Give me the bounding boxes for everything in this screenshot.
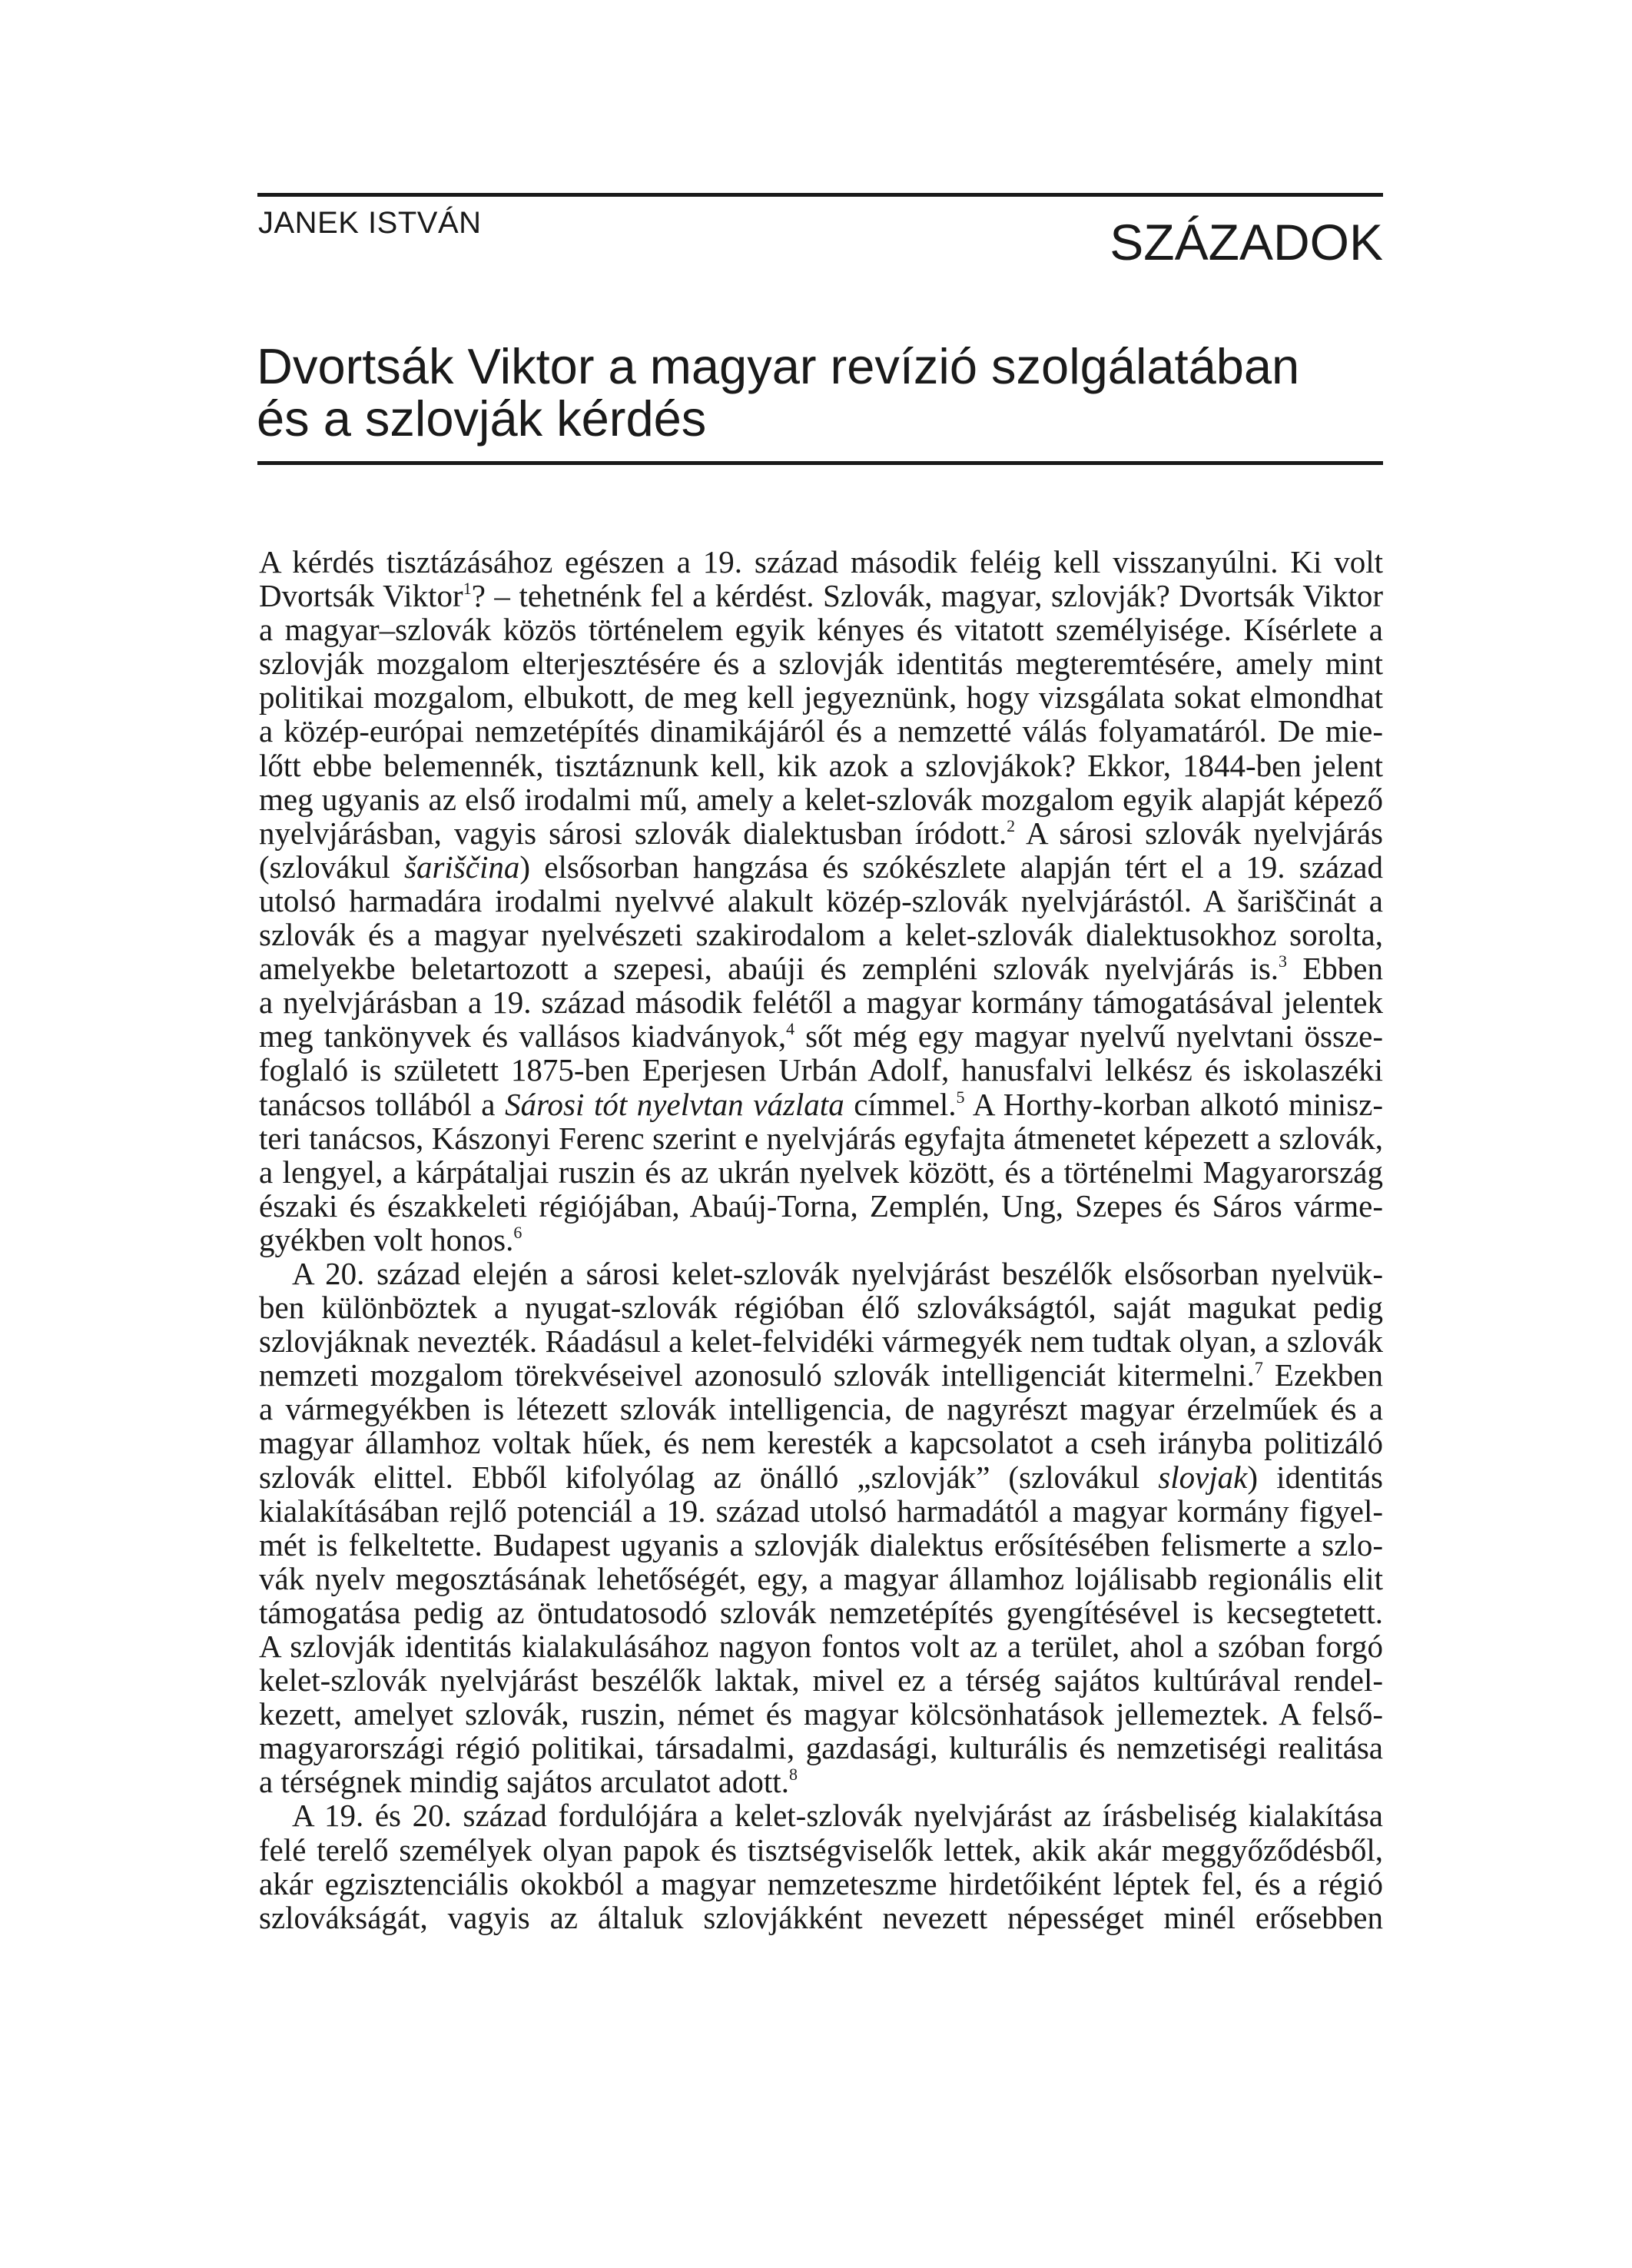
footnote-ref[interactable]: 4	[786, 1019, 795, 1039]
journal-title: SZÁZADOK	[1110, 214, 1383, 271]
paragraph	[259, 1798, 1383, 1934]
footnote-ref[interactable]: 3	[1279, 951, 1288, 971]
text-run: kialakításában rejlő potenciál a 19. század utolsó harmadától a magyar kormány figyel-	[259, 1493, 1383, 1529]
text-line	[259, 1155, 1383, 1189]
text-run: támogatása pedig az öntudatosodó szlovák nemzetépítés gyengítésével is kecsegtetett.	[259, 1594, 1383, 1630]
text-line	[259, 850, 1383, 884]
text-line	[259, 985, 1383, 1019]
text-run: A 19. és 20. század fordulójára a kelet-szlovák nyelvjárást az írásbeliség kialakítása	[292, 1798, 1383, 1834]
text-line	[259, 951, 1383, 985]
text-run: nemzeti mozgalom törekvéseivel azonosuló szlovák intelligenciát kitermelni.	[259, 1357, 1255, 1393]
footnote-ref[interactable]: 6	[513, 1222, 522, 1242]
text-line	[259, 1358, 1383, 1392]
text-run: utolsó harmadára irodalmi nyelvvé alakult közép-szlovák nyelvjárástól. A šariščinát a	[259, 882, 1383, 918]
text-run: meg ugyanis az első irodalmi mű, amely a kelet-szlovák mozgalom egyik alapját képező	[259, 781, 1383, 817]
text-run: a lengyel, a kárpátaljai ruszin és az ukrán nyelvek között, és a történelmi Magyarország	[259, 1154, 1383, 1190]
text-run: lőtt ebbe belemennék, tisztáznunk kell, kik azok a szlovjákok? Ekkor, 1844-ben jelent	[259, 747, 1383, 783]
italic-term: slovjak	[1158, 1459, 1248, 1495]
text-run: magyarországi régió politikai, társadalmi, gazdasági, kulturális és nemzetiségi realitása	[259, 1730, 1383, 1766]
text-line	[259, 1901, 1383, 1934]
text-line	[259, 1189, 1383, 1223]
text-run: a közép-európai nemzetépítés dinamikájáról és a nemzetté válás folyamatáról. De mie-	[259, 713, 1383, 749]
text-run: politikai mozgalom, elbukott, de meg kell jegyeznünk, hogy vizsgálata sokat elmondhat	[259, 679, 1383, 716]
article-title-line: és a szlovják kérdés	[257, 390, 707, 447]
text-run: tanácsos tollából a	[259, 1086, 506, 1122]
text-line	[259, 1494, 1383, 1528]
text-line	[259, 1426, 1383, 1459]
text-run: szlovjáknak nevezték. Ráadásul a kelet-felvidéki vármegyék nem tudtak olyan, a szlovák	[259, 1323, 1383, 1360]
text-run: teri tanácsos, Kászonyi Ferenc szerint e nyelvjárás egyfajta átmenetet képezett a szlovák,	[259, 1120, 1383, 1156]
text-line	[259, 1798, 1383, 1832]
footnote-ref[interactable]: 2	[1007, 815, 1016, 835]
text-run: mét is felkeltette. Budapest ugyanis a szlovják dialektus erősítésében felismerte a szlo-	[259, 1526, 1383, 1562]
text-run: A 20. század elején a sárosi kelet-szlovák nyelvjárást beszélők elsősorban nyelvük-	[292, 1255, 1383, 1291]
footnote-ref[interactable]: 1	[463, 579, 472, 599]
text-run: (szlovákul	[259, 848, 405, 885]
text-run: felé terelő személyek olyan papok és tisztségviselők lettek, akik akár meggyőződésből,	[259, 1831, 1383, 1868]
text-line	[259, 680, 1383, 714]
text-line	[259, 1019, 1383, 1053]
text-run: A sárosi szlovák nyelvjárás	[1015, 815, 1384, 851]
article-title	[257, 340, 1383, 445]
text-run: A Horthy-korban alkotó minisz-	[964, 1086, 1384, 1122]
text-run: szlovják mozgalom elterjesztésére és a szlovják identitás megteremtésére, amely mint	[259, 646, 1383, 682]
text-line	[259, 1867, 1383, 1901]
text-run: a térségnek mindig sajátos arculatot adott.	[259, 1764, 789, 1800]
text-line	[259, 1088, 1383, 1121]
text-line	[259, 1257, 1383, 1290]
text-run: sőt még egy magyar nyelvű nyelvtani össze-	[794, 1018, 1383, 1054]
text-line	[259, 1697, 1383, 1731]
paragraph	[259, 1257, 1383, 1799]
footnote-ref[interactable]: 5	[956, 1087, 965, 1107]
text-line	[259, 884, 1383, 918]
text-run: északi és északkeleti régiójában, Abaúj-Torna, Zemplén, Ung, Szepes és Sáros várme-	[259, 1187, 1383, 1224]
text-line	[259, 1731, 1383, 1765]
text-run: ben különböztek a nyugat-szlovák régióban élő szlovákságtól, saját magukat pedig	[259, 1290, 1383, 1326]
text-run: amelyekbe beletartozott a szepesi, abaúji és zempléni szlovák nyelvjárás is.	[259, 951, 1279, 987]
text-line	[259, 1562, 1383, 1596]
text-line	[259, 1460, 1383, 1494]
text-run: akár egzisztenciális okokból a magyar nemzeteszme hirdetőiként léptek fel, és a régió	[259, 1865, 1383, 1901]
text-line	[259, 1596, 1383, 1629]
text-line	[259, 1290, 1383, 1324]
header-rule-top	[257, 193, 1383, 197]
text-line	[259, 1833, 1383, 1867]
text-line	[259, 816, 1383, 850]
author-name: JANEK ISTVÁN	[258, 206, 482, 240]
text-line	[259, 1629, 1383, 1663]
text-run: vák nyelv megosztásának lehetőségét, egy, a magyar államhoz lojálisabb regionális elit	[259, 1560, 1383, 1596]
text-line	[259, 579, 1383, 613]
text-line	[259, 782, 1383, 816]
text-run: gyékben volt honos.	[259, 1221, 514, 1257]
text-line	[259, 1528, 1383, 1562]
text-run: kelet-szlovák nyelvjárást beszélők laktak, mivel ez a térség sajátos kultúrával rendel-	[259, 1662, 1383, 1699]
text-run: a nyelvjárásban a 19. század második felétől a magyar kormány támogatásával jelentek	[259, 985, 1383, 1021]
text-line	[259, 1392, 1383, 1426]
footnote-ref[interactable]: 8	[788, 1765, 798, 1785]
text-run: Ebben	[1287, 951, 1383, 987]
text-run: meg tankönyvek és vallásos kiadványok,	[259, 1018, 787, 1054]
text-run: Dvortsák Viktor	[259, 578, 463, 614]
text-line	[259, 1223, 1383, 1257]
text-run: a vármegyékben is létezett szlovák intelligencia, de nagyrészt magyar érzelműek és a	[259, 1391, 1383, 1427]
text-line	[259, 1324, 1383, 1358]
text-run: magyar államhoz voltak hűek, és nem keresték a kapcsolatot a cseh irányba politizáló	[259, 1425, 1383, 1461]
footnote-ref[interactable]: 7	[1254, 1358, 1263, 1378]
text-line	[259, 749, 1383, 782]
article-title-line: Dvortsák Viktor a magyar revízió szolgálatában	[257, 338, 1300, 394]
text-run: foglaló is született 1875-ben Eperjesen Urbán Adolf, hanusfalvi lelkész és iskolaszéki	[259, 1052, 1383, 1088]
text-run: ) identitás	[1247, 1459, 1383, 1495]
text-line	[259, 918, 1383, 951]
text-line	[259, 1053, 1383, 1087]
italic-term: šariščina	[404, 848, 520, 885]
text-run: A kérdés tisztázásához egészen a 19. század második feléig kell visszanyúlni. Ki volt	[259, 544, 1383, 579]
paragraph	[259, 545, 1383, 1257]
text-line	[259, 1121, 1383, 1155]
text-line	[259, 1765, 1383, 1798]
text-run: ) elsősorban hangzása és szókészlete alapján tért el a 19. század	[519, 848, 1383, 885]
text-run: ? – tehetnénk fel a kérdést. Szlovák, magyar, szlovják? Dvortsák Viktor	[471, 578, 1383, 614]
text-run: szlovákságát, vagyis az általuk szlovjákként nevezett népességet minél erősebben	[259, 1899, 1383, 1935]
text-run: nyelvjárásban, vagyis sárosi szlovák dialektusban íródott.	[259, 815, 1007, 851]
text-line	[259, 545, 1383, 579]
text-run: kezett, amelyet szlovák, ruszin, német és magyar kölcsönhatások jellemeztek. A felső-	[259, 1696, 1383, 1732]
text-line	[259, 1663, 1383, 1697]
text-run: Ezekben	[1262, 1357, 1383, 1393]
text-line	[259, 646, 1383, 680]
text-run: szlovák és a magyar nyelvészeti szakirodalom a kelet-szlovák dialektusokhoz sorolta,	[259, 917, 1383, 953]
text-run: a magyar–szlovák közös történelem egyik kényes és vitatott személyisége. Kísérlete a	[259, 612, 1383, 648]
text-line	[259, 613, 1383, 646]
text-run: szlovák elittel. Ebből kifolyólag az önálló „szlovják” (szlovákul	[259, 1459, 1159, 1495]
text-run: címmel.	[844, 1086, 957, 1122]
title-rule-bottom	[257, 461, 1383, 465]
article-body	[259, 545, 1383, 1934]
text-line	[259, 714, 1383, 748]
text-run: A szlovják identitás kialakulásához nagyon fontos volt az a terület, ahol a szóban forgó	[259, 1629, 1383, 1664]
italic-term: Sárosi tót nyelvtan vázlata	[505, 1086, 844, 1122]
